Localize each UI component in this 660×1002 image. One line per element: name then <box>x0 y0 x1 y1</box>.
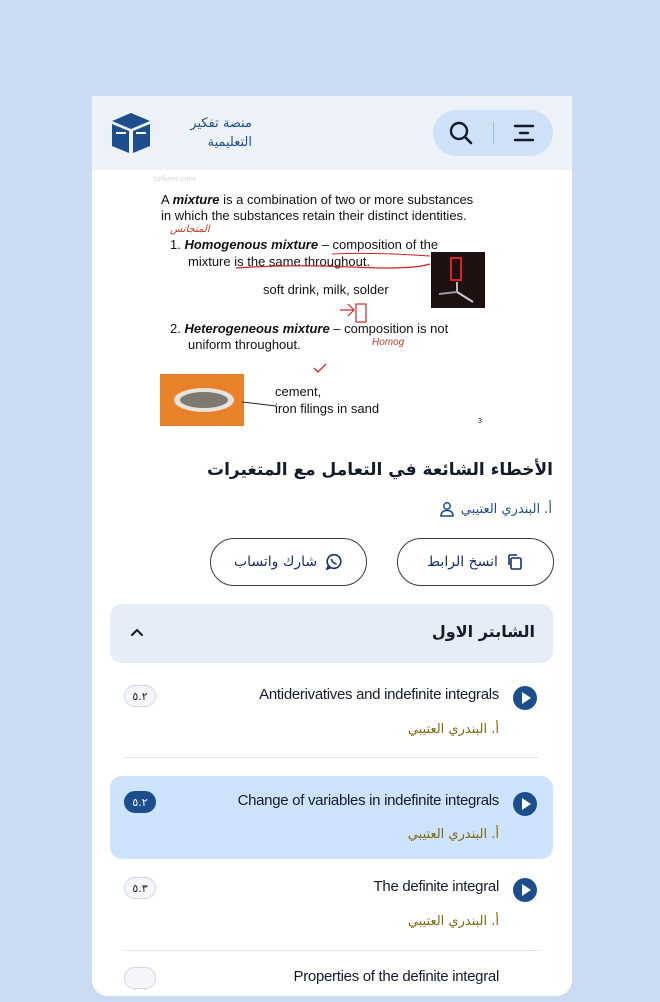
slide-item2-line2: uniform throughout. <box>188 337 301 352</box>
menu-icon[interactable] <box>509 119 539 147</box>
item2-rest: – composition is not <box>329 321 449 336</box>
lesson-item-author: أ. البندري العتيبي <box>407 722 499 737</box>
divider <box>493 122 494 144</box>
lesson-item-author: أ. البندري العتيبي <box>407 914 499 929</box>
slide-annotation-underline <box>232 250 432 274</box>
lesson-item-title: Properties of the definite integral <box>293 968 499 985</box>
play-icon[interactable] <box>513 792 537 816</box>
item2-number: 2. <box>170 321 181 336</box>
lesson-item-active[interactable] <box>110 776 553 859</box>
item1-number: 1. <box>170 237 181 252</box>
slide-item2-example1: cement, <box>275 384 322 399</box>
whatsapp-icon <box>325 553 343 571</box>
lesson-item-author: أ. البندري العتيبي <box>407 827 499 842</box>
logo-icon <box>110 110 152 156</box>
copy-link-button[interactable] <box>397 538 554 586</box>
slide-image-sample <box>160 374 244 426</box>
lesson-duration-badge: ٥.٢ <box>124 685 156 707</box>
app-card <box>92 96 572 996</box>
item1-rest: – composition of the <box>318 237 439 252</box>
lesson-item[interactable] <box>110 871 553 951</box>
lesson-duration-badge: ٥.٢ <box>124 791 156 813</box>
divider <box>124 950 539 951</box>
slide-item1-example: soft drink, milk, solder <box>263 282 389 297</box>
lesson-duration-badge: ٥.٣ <box>124 877 156 899</box>
header <box>92 96 572 170</box>
slide-check-mark <box>312 362 328 374</box>
slide-item2 <box>170 321 448 337</box>
divider <box>124 757 539 758</box>
slide-item2-example2: iron filings in sand <box>275 401 380 416</box>
slide-watermark: tafkeer.com <box>154 175 196 183</box>
share-whatsapp-label: شارك واتساب <box>233 554 318 570</box>
slide-item1-line2: mixture is the same throughout. <box>188 254 371 269</box>
lesson-item-title: Change of variables in indefinite integrals <box>237 792 499 809</box>
chevron-up-icon[interactable] <box>128 624 146 642</box>
slide-term-mixture: mixture <box>172 192 220 207</box>
copy-icon <box>506 553 524 571</box>
slide-text-a: A <box>161 192 173 207</box>
author-name: أ. البندري العتيبي <box>460 501 552 517</box>
chapter-title: الشابتر الاول <box>431 622 535 641</box>
item2-term: Heterogeneous mixture <box>184 321 330 336</box>
lesson-slide <box>92 170 572 438</box>
lesson-author[interactable] <box>439 498 552 520</box>
slide-handwriting-note: Homog <box>372 337 405 348</box>
copy-link-label: انسخ الرابط <box>427 554 498 570</box>
brand-line-2: التعليمية <box>207 135 252 150</box>
play-icon[interactable] <box>513 878 537 902</box>
chapter-accordion[interactable] <box>110 604 553 663</box>
lesson-item[interactable] <box>110 962 553 1002</box>
lesson-duration-badge <box>124 967 156 989</box>
slide-pointer-line <box>242 398 276 408</box>
item1-term: Homogenous mixture <box>184 237 319 252</box>
lesson-title: الأخطاء الشائعة في التعامل مع المتغيرات <box>206 460 553 480</box>
play-icon[interactable] <box>513 686 537 710</box>
slide-intro-line1 <box>161 192 473 208</box>
search-icon[interactable] <box>447 119 475 147</box>
lesson-item[interactable] <box>110 674 553 754</box>
brand-line-1: منصة تفكير <box>190 116 252 131</box>
slide-image-lab <box>431 252 485 308</box>
slide-page-number: 3 <box>478 418 482 425</box>
slide-intro-line2: in which the substances retain their distinct identities. <box>161 208 467 223</box>
header-actions <box>433 110 553 156</box>
slide-annotation-mark <box>332 298 372 332</box>
slide-text-b: is a combination of two or more substances <box>219 192 474 207</box>
lesson-item-title: The definite integral <box>373 878 499 895</box>
brand-name <box>156 114 252 152</box>
share-whatsapp-button[interactable] <box>210 538 367 586</box>
slide-handwriting-top: المتجانس <box>170 224 210 235</box>
user-icon <box>439 501 455 517</box>
lesson-item-title: Antiderivatives and indefinite integrals <box>259 686 499 703</box>
